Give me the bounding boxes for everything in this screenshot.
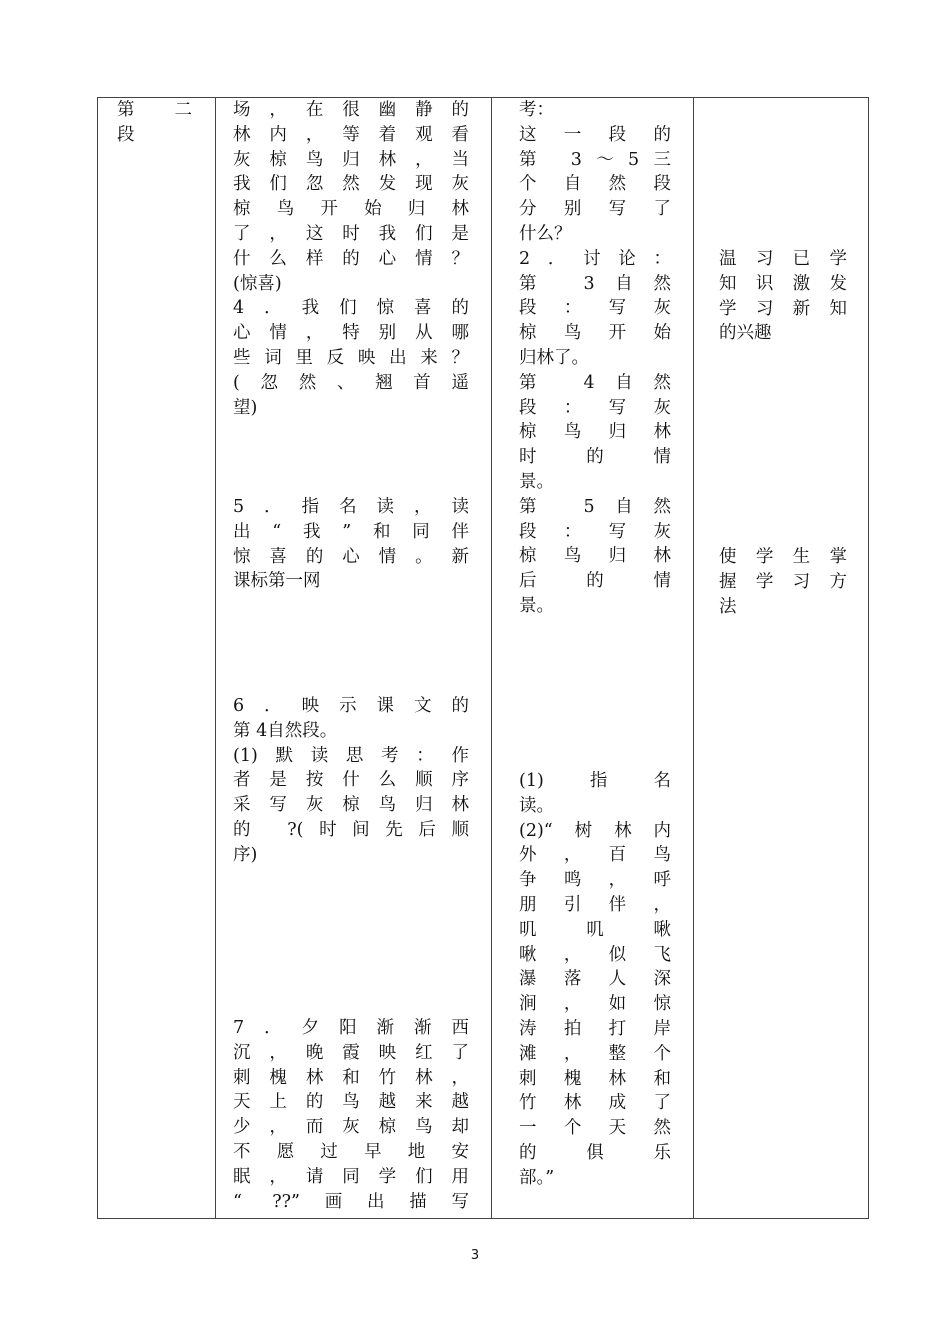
text-line: 少，而灰椋鸟却 [233, 1117, 469, 1138]
text-line: 第 3～5三 [519, 149, 671, 170]
design-intent-block [719, 247, 847, 346]
text-line: 读。 [519, 795, 554, 816]
text-line: 段：写灰 [519, 521, 671, 542]
text-line: 6．映示课文的 [233, 696, 469, 716]
text-line: 林内，等着观看 [233, 124, 469, 145]
text-line: 了，这时我们是 [233, 223, 469, 244]
text-line: 使学生掌 [719, 547, 847, 567]
text-line: 望) [233, 397, 258, 418]
lesson-plan-table [97, 97, 869, 1219]
text-line: 采写灰椋鸟归林 [233, 795, 469, 816]
text-line: 外，百鸟 [519, 845, 671, 866]
text-line: 出“我”和同伴 [233, 521, 469, 542]
text-line: 朋引伴， [519, 894, 671, 915]
text-line: 灰椋鸟归林，当 [233, 149, 469, 170]
text-line: 眠，请同学们用 [233, 1166, 469, 1187]
text-line: 景。 [519, 471, 554, 492]
text-line: 椋鸟归林 [519, 422, 671, 443]
text-line: (1)默读思考：作 [233, 745, 469, 766]
teacher-activity-block [233, 1016, 469, 1214]
design-intent-block [719, 545, 847, 619]
teacher-activity-block [233, 98, 469, 420]
text-line: 些词里反映出来？ [233, 347, 469, 368]
page-number: 3 [470, 1248, 480, 1263]
text-line: 景。 [519, 595, 554, 616]
teacher-activity-block [233, 495, 469, 594]
text-line: 第 3自然 [519, 273, 671, 294]
text-line: 序) [233, 844, 258, 865]
text-line: 温习已学 [719, 249, 847, 269]
text-line: 争鸣，呼 [519, 870, 671, 891]
text-line: 刺槐林和竹林， [233, 1067, 469, 1088]
text-line: 4．我们惊喜的 [233, 298, 469, 319]
text-line: 考： [519, 100, 554, 120]
text-line: 瀑落人深 [519, 969, 671, 990]
text-line: 课标第一网 [233, 571, 321, 592]
student-activity-block [519, 98, 671, 619]
text-line: 惊喜的心情。新 [233, 546, 469, 567]
column-divider [491, 98, 492, 1218]
section-label-line: 第二 [117, 100, 192, 120]
text-line: 椋鸟开始归林 [233, 199, 469, 220]
text-line: 心情，特别从哪 [233, 323, 469, 344]
text-line: 握学习方 [719, 571, 847, 592]
text-line: 椋鸟归林 [519, 546, 671, 567]
text-line: 叽叽啾 [519, 919, 671, 940]
text-line: 的 ?(时间先后顺 [233, 819, 469, 840]
text-line: 竹林成了 [519, 1093, 671, 1114]
text-line: (2)“树林内 [519, 820, 671, 841]
text-line: 刺槐林和 [519, 1068, 671, 1089]
text-line: 第 5自然 [519, 496, 671, 517]
text-line: 2．讨论： [519, 248, 671, 269]
text-line: 第 4自然 [519, 372, 671, 393]
text-line: 段：写灰 [519, 397, 671, 418]
text-line: “ ??”画出描写 [233, 1191, 469, 1212]
text-line: 个自然段 [519, 174, 671, 195]
section-label [117, 98, 192, 148]
teacher-activity-block [233, 694, 469, 868]
text-line: 法 [719, 596, 737, 617]
text-line: (1)指名 [519, 771, 671, 791]
text-line: 学习新知 [719, 298, 847, 319]
text-line: 归林了。 [519, 347, 589, 368]
text-line: 场，在很幽静的 [233, 100, 469, 120]
text-line: 这一段的 [519, 124, 671, 145]
text-line: 后的情 [519, 571, 671, 592]
text-line: 我们忽然发现灰 [233, 174, 469, 195]
text-line: (忽然、翘首遥 [233, 372, 469, 393]
text-line: 椋鸟开始 [519, 323, 671, 344]
text-line: 不愿过早地安 [233, 1141, 469, 1162]
section-label-line: 段 [117, 124, 135, 145]
text-line: 一个天然 [519, 1118, 671, 1139]
text-line: 的俱乐 [519, 1142, 671, 1163]
text-line: (惊喜) [233, 273, 282, 294]
column-divider [693, 98, 694, 1218]
text-line: 沉，晚霞映红了 [233, 1042, 469, 1063]
text-line: 7．夕阳渐渐西 [233, 1018, 469, 1038]
text-line: 天上的鸟越来越 [233, 1092, 469, 1113]
text-line: 涧，如惊 [519, 994, 671, 1015]
student-activity-block [519, 769, 671, 1191]
text-line: 时的情 [519, 447, 671, 468]
text-line: 者是按什么顺序 [233, 770, 469, 791]
text-line: 涛拍打岸 [519, 1018, 671, 1039]
text-line: 什么样的心情？ [233, 248, 469, 269]
text-line: 的兴趣 [719, 323, 772, 344]
text-line: 什么？ [519, 223, 572, 244]
text-line: 滩，整个 [519, 1043, 671, 1064]
text-line: 段：写灰 [519, 298, 671, 319]
column-divider [215, 98, 216, 1218]
text-line: 分别写了 [519, 199, 671, 220]
text-line: 部。” [519, 1167, 555, 1188]
text-line: 啾，似飞 [519, 944, 671, 965]
text-line: 知识激发 [719, 273, 847, 294]
text-line: 5．指名读，读 [233, 497, 469, 517]
text-line: 第 4自然段。 [233, 720, 338, 741]
